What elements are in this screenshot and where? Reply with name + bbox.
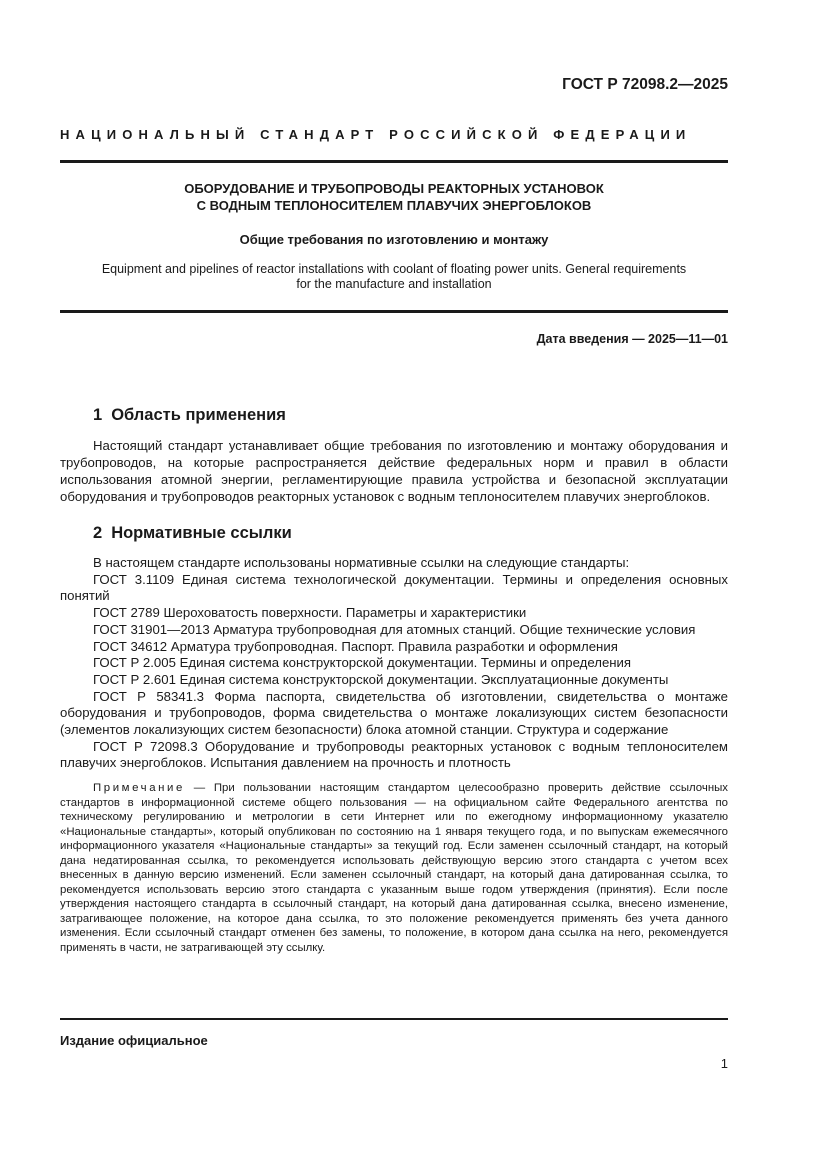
section-1-number: 1 xyxy=(93,406,103,424)
title-en-line-2: for the manufacture and installation xyxy=(296,277,492,291)
references-note xyxy=(60,781,728,956)
document-subtitle-ru: Общие требования по изготовлению и монтажу xyxy=(239,232,549,247)
note-label: Примечание xyxy=(93,782,185,794)
header-divider xyxy=(60,160,728,163)
introduction-date: Дата введения — 2025—11—01 xyxy=(536,332,728,346)
normative-references-list xyxy=(60,555,728,772)
reference-item: ГОСТ 31901—2013 Арматура трубопроводная для атомных станций. Общие технические условия xyxy=(93,621,696,637)
section-1-title: Область применения xyxy=(111,406,286,424)
document-title-ru xyxy=(60,180,728,214)
reference-item: ГОСТ 2789 Шероховатость поверхности. Параметры и характеристики xyxy=(93,605,527,621)
section-1-body xyxy=(60,437,728,505)
section-2-number: 2 xyxy=(93,524,103,542)
section-2-heading xyxy=(93,524,292,543)
section-1-heading xyxy=(93,406,286,425)
section-2-title: Нормативные ссылки xyxy=(111,524,292,542)
note-paragraph xyxy=(60,781,728,956)
reference-item: ГОСТ Р 72098.3 Оборудование и трубопроводы реакторных установок с водным теплоносителем плавучих энергоблоков. Испытания давлением на прочность и плотность xyxy=(60,738,728,771)
page-number: 1 xyxy=(720,1056,728,1071)
official-edition-label: Издание официальное xyxy=(60,1033,208,1048)
title-divider xyxy=(60,310,728,313)
title-en-line-1: Equipment and pipelines of reactor installations with coolant of floating power units. General requirements xyxy=(101,262,687,276)
national-standard-heading: НАЦИОНАЛЬНЫЙ СТАНДАРТ РОССИЙСКОЙ ФЕДЕРАЦИИ xyxy=(60,127,692,142)
reference-item: ГОСТ 3.1109 Единая система технологической документации. Термины и определения основных понятий xyxy=(60,571,728,604)
footer-divider xyxy=(60,1018,728,1020)
reference-item: ГОСТ Р 58341.3 Форма паспорта, свидетельства об изготовлении, свидетельства о монтаже оборудования и трубопроводов, форма свидетельства о монтаже локализующих систем безопасности (элементов локализующих систем безопасности) блока атомной станции. Структура и содержание xyxy=(60,688,728,738)
section-1-paragraph: Настоящий стандарт устанавливает общие требования по изготовлению и монтажу оборудования и трубопроводов, на которые распространяется действие федеральных норм и правил в области использования атомной энергии, регламентирующие правила устройства и безопасной эксплуатации оборудования и трубопроводов реакторных установок с водным теплоносителем плавучих энергоблоков. xyxy=(60,438,728,504)
document-title-en xyxy=(60,262,728,292)
title-ru-line-1: ОБОРУДОВАНИЕ И ТРУБОПРОВОДЫ РЕАКТОРНЫХ УСТАНОВОК xyxy=(184,181,604,196)
reference-item: ГОСТ Р 2.005 Единая система конструкторской документации. Термины и определения xyxy=(93,655,632,671)
reference-item: ГОСТ Р 2.601 Единая система конструкторской документации. Эксплуатационные документы xyxy=(93,671,669,687)
note-text: — При пользовании настоящим стандартом целесообразно проверить действие ссылочных стандартов в информационной системе общего пользования — на официальном сайте Федерального агентства по техническому регулированию и метрологии в сети Интернет или по ежегодному информационному указателю «Национальные стандарты», который опубликован по состоянию на 1 января текущего года, и по выпускам ежемесячного информационного указателя «Национальные стандарты» за текущий год. Если заменен ссылочный стандарт, на который дана недатированная ссылка, то рекомендуется использовать действующую версию этого стандарта с учетом всех внесенных в данную версию изменений. Если заменен ссылочный стандарт, на который дана датированная ссылка, то рекомендуется использовать версию этого стандарта с указанным выше годом утверждения (принятия). Если после утверждения настоящего стандарта в ссылочный стандарт, на который дана датированная ссылка, внесено изменение, затрагивающее положение, на которое дана ссылка, то это положение рекомендуется применять без учета данного изменения. Если ссылочный стандарт отменен без замены, то положение, в котором дана ссылка на него, рекомендуется применять в части, не затрагивающей эту ссылку. xyxy=(60,782,728,955)
reference-item: ГОСТ 34612 Арматура трубопроводная. Паспорт. Правила разработки и оформления xyxy=(93,638,618,654)
references-intro: В настоящем стандарте использованы нормативные ссылки на следующие стандарты: xyxy=(93,555,630,570)
title-ru-line-2: С ВОДНЫМ ТЕПЛОНОСИТЕЛЕМ ПЛАВУЧИХ ЭНЕРГОБЛОКОВ xyxy=(196,198,592,213)
document-number: ГОСТ Р 72098.2—2025 xyxy=(562,76,728,93)
